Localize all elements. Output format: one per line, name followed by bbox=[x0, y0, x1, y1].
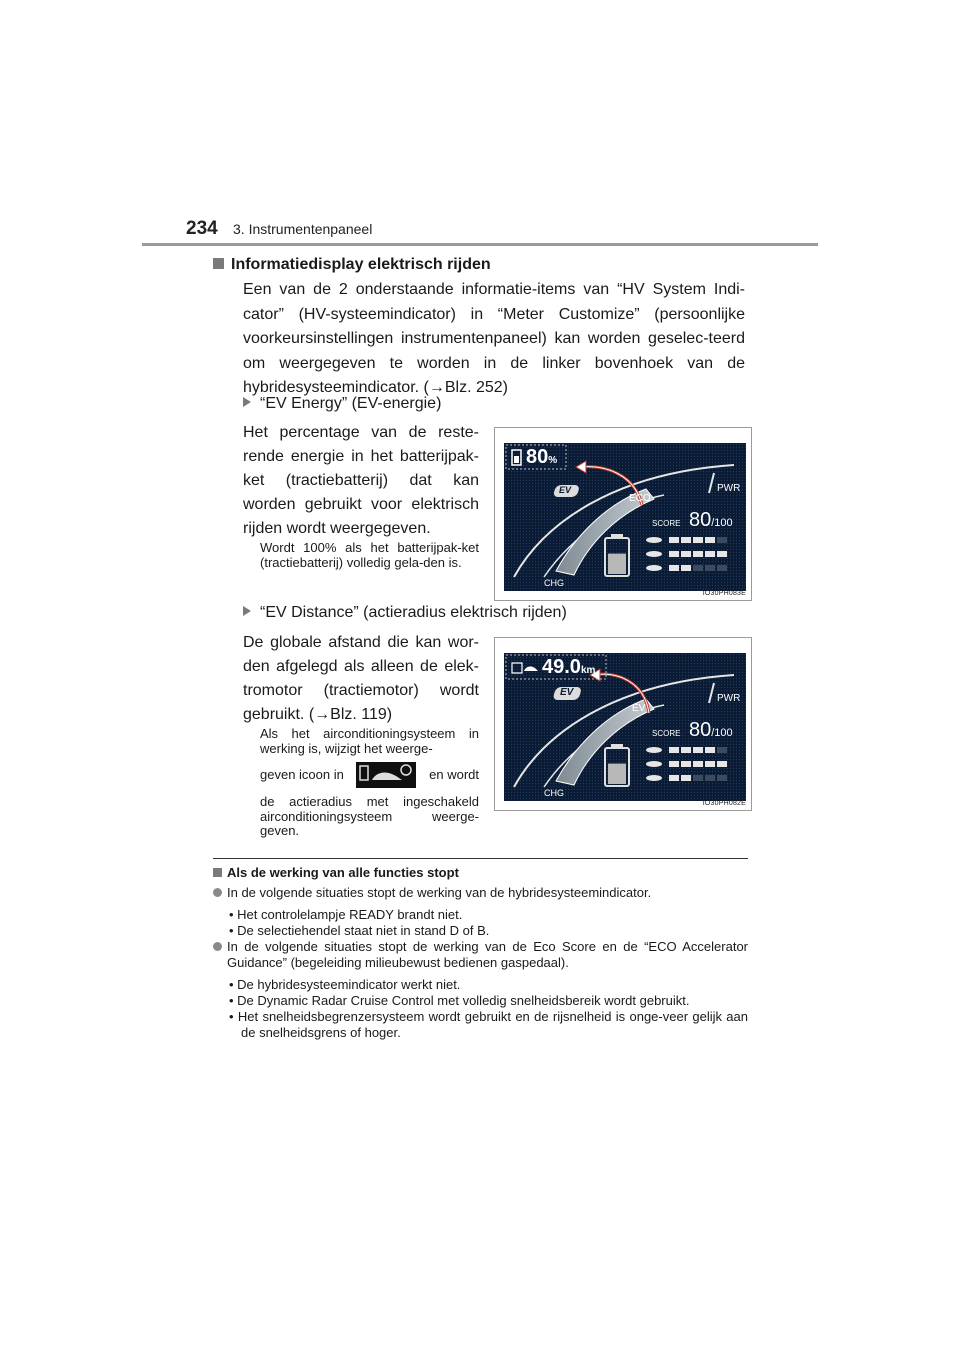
section-title: Informatiedisplay elektrisch rijden bbox=[231, 256, 491, 273]
ev-energy-readout: 80 bbox=[526, 446, 549, 468]
item2-note-b-post: en wordt bbox=[429, 766, 479, 782]
item1-heading bbox=[243, 395, 441, 413]
notes-bullet-2 bbox=[213, 939, 748, 971]
score-label-1: SCORE bbox=[652, 519, 681, 528]
item1-description: Het percentage van de reste-rende energie in het batterijpak-ket (tractiebatterij) dat kan worden gebruikt voor elektrisch rijden wordt weergegeven. bbox=[243, 424, 479, 537]
battery-fill-1 bbox=[608, 554, 626, 574]
pwr-label-1: PWR bbox=[717, 483, 741, 494]
square-bullet-icon bbox=[213, 868, 222, 877]
header-rule bbox=[142, 243, 818, 246]
item1-note: Wordt 100% als het batterijpak-ket (tractiebatterij) volledig gela-den is. bbox=[260, 540, 479, 570]
item2-note-a: Als het airconditioningsysteem in werking is, wijzigt het weerge- bbox=[260, 726, 479, 756]
figure-code-1: IO30PH083E bbox=[702, 590, 746, 597]
list-item: • Het snelheidsbegrenzersysteem wordt gebruikt en de rijsnelheid is onge-veer gelijk aan de snelheidsgrens of hoger. bbox=[229, 1009, 748, 1040]
section-heading bbox=[213, 256, 491, 274]
page-number: 234 bbox=[186, 218, 218, 239]
ev-mode-label: EV bbox=[632, 703, 646, 714]
item1-heading-text: “EV Energy” (EV-energie) bbox=[260, 395, 442, 412]
item2-heading-text: “EV Distance” (actieradius elektrisch rijden) bbox=[260, 604, 567, 621]
item2-heading bbox=[243, 604, 567, 622]
ev-energy-unit: % bbox=[548, 455, 558, 466]
figure-ev-energy bbox=[494, 427, 752, 601]
chapter-title: 3. Instrumentenpaneel bbox=[233, 221, 373, 237]
item2-note-b bbox=[260, 761, 479, 789]
list-item: • De selectiehendel staat niet in stand D of B. bbox=[229, 923, 490, 938]
chg-label-1: CHG bbox=[544, 578, 564, 588]
battery-fill-2 bbox=[608, 764, 626, 784]
notes-bullet-1-list bbox=[213, 907, 748, 939]
list-item: • De hybridesysteemindicator werkt niet. bbox=[229, 977, 461, 992]
figure-ev-distance bbox=[494, 637, 752, 811]
item2-note-b-pre: geven icoon in bbox=[260, 766, 344, 782]
notes-bullet-2-text: In de volgende situaties stopt de werking van de Eco Score en de “ECO Accelerator Guidance” (begeleiding milieubewust bedienen gaspedaal). bbox=[227, 939, 748, 970]
notes-bullet-2-list bbox=[213, 977, 748, 1041]
ev-distance-display bbox=[504, 653, 746, 801]
score-value-1: 80 bbox=[689, 509, 712, 531]
notes-section bbox=[213, 865, 748, 1041]
notes-heading bbox=[213, 865, 748, 881]
figure-code-2: IO30PH082E bbox=[702, 800, 746, 807]
ev-badge-2: EV bbox=[560, 687, 574, 698]
chg-label-2: CHG bbox=[544, 788, 564, 798]
square-bullet-icon bbox=[213, 258, 224, 269]
triangle-bullet-icon bbox=[243, 606, 251, 616]
score-max-1: /100 bbox=[711, 517, 733, 529]
notes-bullet-1-text: In de volgende situaties stopt de werking van de hybridesysteemindicator. bbox=[227, 885, 652, 900]
item2-note-c: de actieradius met ingeschakeld airconditioningsysteem weerge-geven. bbox=[260, 794, 479, 838]
ev-badge-1: EV bbox=[559, 485, 572, 495]
score-max-2: /100 bbox=[711, 727, 733, 739]
triangle-bullet-icon bbox=[243, 397, 251, 407]
list-item: • De Dynamic Radar Cruise Control met volledig snelheidsbereik wordt gebruikt. bbox=[229, 993, 690, 1008]
ev-distance-readout: 49.0 bbox=[542, 656, 581, 678]
notes-bullet-1 bbox=[213, 885, 748, 901]
notes-divider bbox=[213, 858, 748, 859]
ac-range-icon bbox=[356, 762, 416, 788]
item2-description: De globale afstand die kan wor-den afgelegd als alleen de elek-tromotor (tractiemotor) wordt gebruikt. (→Blz. 119) bbox=[243, 634, 479, 723]
score-label-2: SCORE bbox=[652, 729, 681, 738]
round-bullet-icon bbox=[213, 942, 222, 951]
section-intro: Een van de 2 onderstaande informatie-items van “HV System Indi-cator” (HV-systeemindicator) in “Meter Customize” (persoonlijke voorkeursinstellingen instrumentenpaneel) kan worden geselec-teerd om weergegeven te worden in de linker bovenhoek van de hybridesysteemindicator. (→Blz. 252) bbox=[243, 281, 745, 396]
ev-distance-unit: km bbox=[580, 665, 596, 676]
score-value-2: 80 bbox=[689, 719, 712, 741]
ev-energy-display bbox=[504, 443, 746, 591]
eco-label: ECO bbox=[629, 493, 651, 504]
round-bullet-icon bbox=[213, 888, 222, 897]
notes-heading-text: Als de werking van alle functies stopt bbox=[227, 865, 459, 880]
list-item: • Het controlelampje READY brandt niet. bbox=[229, 907, 463, 922]
pwr-label-2: PWR bbox=[717, 693, 741, 704]
